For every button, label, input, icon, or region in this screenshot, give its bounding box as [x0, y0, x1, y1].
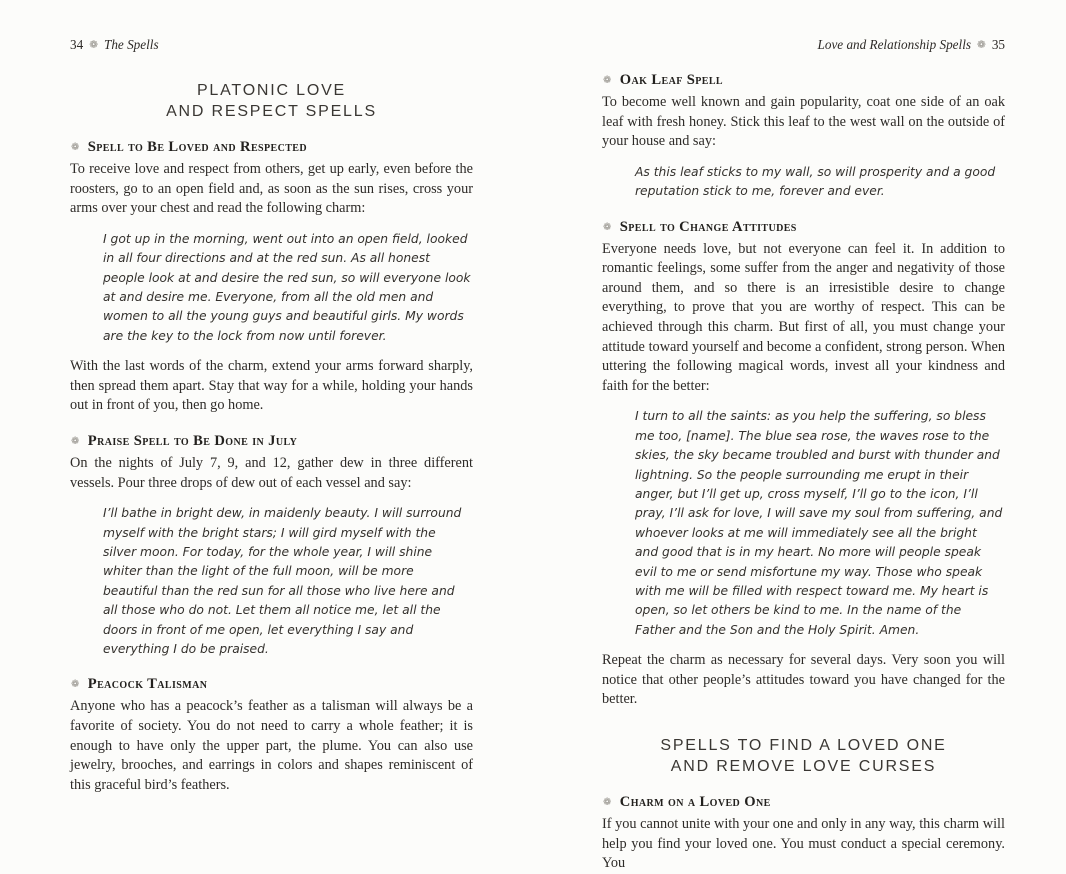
spell-heading-change-attitudes — [602, 218, 1005, 238]
spell-heading-label: Praise Spell to Be Done in July — [87, 433, 298, 449]
running-head-right — [602, 36, 1005, 55]
page-number-right: 35 — [991, 37, 1005, 52]
page-right — [602, 36, 1005, 874]
charm-text: As this leaf sticks to my wall, so will prosperity and a good reputation stick to me, forever and ever. — [635, 164, 996, 199]
running-head-left — [70, 36, 473, 55]
spell-heading-label: Peacock Talisman — [87, 676, 208, 693]
chapter-title-line: SPELLS TO FIND A LOVED ONE — [660, 737, 947, 754]
spell-heading-peacock-talisman — [70, 675, 473, 695]
chapter-title-line: PLATONIC LOVE — [196, 82, 347, 99]
body-paragraph: Everyone needs love, but not everyone can feel it. In addition to romantic feelings, some suffer from the anger and negativity of those around them, and so there is an irresistible desire to change everything, to prove that you are worthy of respect. This can be achieved through this charm. But first of all, you must change your attitude toward yourself and become a confident, strong person. When uttering the following magical words, invest all your kindness and faith for the better: — [602, 240, 1005, 394]
charm-text: I turn to all the saints: as you help the suffering, so bless me too, [name]. The blue sea rose, the waves rose to the skies, the sky became troubled and burst with thunder and lightning. So the people surrounding me erupt in their anger, but I’ll get up, cross myself, I’ll go to the icon, I’ll pray, I’ll ask for love, I will save my soul from suffering, and whoever looks at me will immediately see all the bright and good that is in my heart. No more will people speak evil to me or send misfortune my way. Those who speak with me will be filled with respect toward me. My heart is open, so let others be kind to me. In the name of the Father and the Son and the Holy Spirit. Amen. — [635, 409, 1003, 637]
florette-icon: ❁ — [977, 39, 986, 51]
charm-text: I’ll bathe in bright dew, in maidenly beauty. I will surround myself with the bright stars; I will gird myself with the silver moon. For today, for the whole year, I will shine whiter than the light of the full moon, will be more beautiful than the red sun for all those who live here and all those who do not. Let them all notice me, let all the doors in front of me open, let everything I say and everything I do be praised. — [103, 506, 462, 657]
chapter-title-find-loved-one — [602, 736, 1005, 777]
body-paragraph: To become well known and gain popularity, coat one side of an oak leaf with fresh honey. Stick this leaf to the west wall on the outside of your house and say: — [602, 94, 1005, 150]
florette-icon: ❁ — [89, 39, 98, 51]
spell-heading-label: Spell to Be Loved and Respected — [87, 139, 307, 155]
spell-heading-loved-and-respected — [70, 138, 473, 158]
spell-heading-oak-leaf — [602, 71, 1005, 91]
body-paragraph: If you cannot unite with your one and only in any way, this charm will help you find your loved one. You must conduct a special ceremony. You — [602, 816, 1005, 872]
page-left — [70, 36, 473, 795]
body-paragraph: To receive love and respect from others, get up early, even before the roosters, go to an open field and, as soon as the sun rises, cross your arms over your chest and read the following charm: — [70, 161, 473, 217]
florette-icon: ❁ — [71, 436, 80, 447]
florette-icon: ❁ — [603, 75, 612, 86]
florette-icon: ❁ — [603, 221, 612, 233]
florette-icon: ❁ — [71, 679, 80, 691]
spell-heading-label: Charm on a Loved One — [619, 794, 771, 810]
chapter-title-line: AND RESPECT SPELLS — [166, 102, 377, 120]
running-title-left: The Spells — [104, 37, 159, 52]
body-paragraph: On the nights of July 7, 9, and 12, gather dew in three different vessels. Pour three drops of dew out of each vessel and say: — [70, 455, 473, 491]
body-paragraph: Repeat the charm as necessary for several days. Very soon you will notice that other people’s attitudes toward you have changed for the better. — [602, 652, 1005, 708]
florette-icon: ❁ — [71, 142, 80, 153]
chapter-title-line: AND REMOVE LOVE CURSES — [670, 757, 937, 775]
running-title-right: Love and Relationship Spells — [817, 37, 971, 52]
body-paragraph: Anyone who has a peacock’s feather as a talisman will always be a favorite of society. You do not need to carry a whole feather; it is enough to have only the upper part, the plume. You can also use jewelry, brooches, and earrings in colors and shapes reminiscent of this graceful bird’s feathers. — [70, 698, 473, 793]
spell-heading-label: Oak Leaf Spell — [619, 72, 723, 88]
page-number-left: 34 — [70, 37, 84, 52]
spell-heading-label: Spell to Change Attitudes — [619, 218, 797, 235]
chapter-title-platonic-love — [70, 81, 473, 122]
spell-heading-charm-loved-one — [602, 793, 1005, 813]
charm-text: I got up in the morning, went out into an open field, looked in all four directions and at the red sun. As all honest people look at and desire the red sun, so will everyone look at and desire me. Everyone, from all the old men and women to all the young guys and beautiful girls. My words are the key to the lock from now until forever. — [103, 231, 471, 343]
body-paragraph: With the last words of the charm, extend your arms forward sharply, then spread them apart. Stay that way for a while, holding your hands out in front of you, then go home. — [70, 358, 473, 414]
florette-icon: ❁ — [603, 797, 612, 808]
spell-heading-praise-july — [70, 432, 473, 452]
